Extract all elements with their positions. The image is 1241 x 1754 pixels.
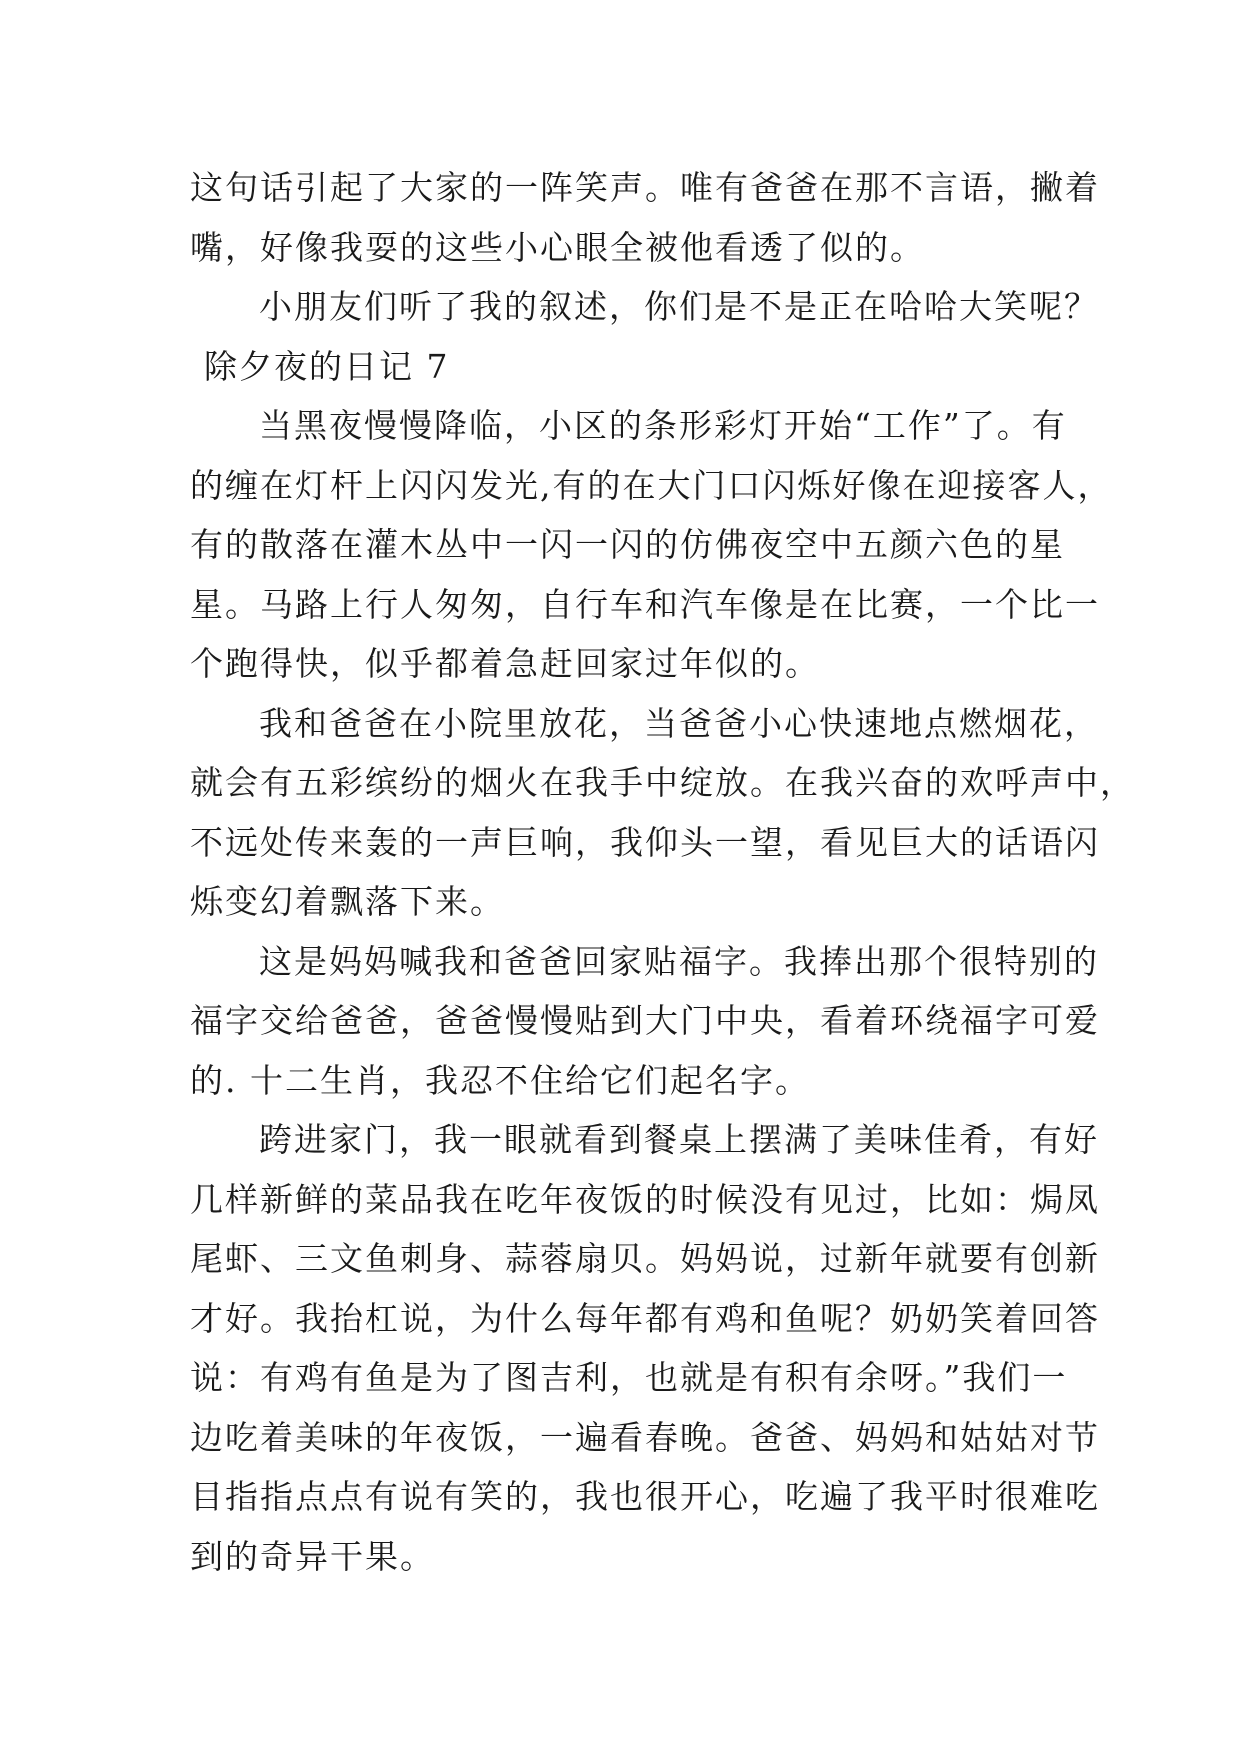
text-line: 边吃着美味的年夜饭，一遍看春晚。爸爸、妈妈和姑姑对节: [190, 1417, 1100, 1457]
text-line: 有的散落在灌木丛中一闪一闪的仿佛夜空中五颜六色的星: [190, 525, 1065, 564]
text-line: 才好。我抬杠说，为什么每年都有鸡和鱼呢？奶奶笑着回答: [190, 1298, 1100, 1338]
paragraph-first-line: 小朋友们听了我的叙述，你们是不是正在哈哈大笑呢？: [259, 287, 1099, 326]
text-line: 几样新鲜的菜品我在吃年夜饭的时候没有见过，比如：焗凤: [190, 1179, 1100, 1219]
text-line: 烁变幻着飘落下来。: [190, 882, 505, 921]
paragraph-first-line: 我和爸爸在小院里放花，当爸爸小心快速地点燃烟花，: [259, 703, 1099, 743]
paragraph-first-line: 跨进家门，我一眼就看到餐桌上摆满了美味佳肴，有好: [259, 1120, 1099, 1159]
text-line: 福字交给爸爸，爸爸慢慢贴到大门中央，看着环绕福字可爱: [190, 1001, 1100, 1040]
text-line: 就会有五彩缤纷的烟火在我手中绽放。在我兴奋的欢呼声中，: [190, 763, 1135, 802]
text-line: 不远处传来轰的一声巨响，我仰头一望，看见巨大的话语闪: [190, 822, 1100, 862]
text-line: 尾虾、三文鱼刺身、蒜蓉扇贝。妈妈说，过新年就要有创新: [190, 1239, 1100, 1278]
text-line: 的缠在灯杆上闪闪发光,有的在大门口闪烁好像在迎接客人，: [190, 465, 1113, 505]
text-line: 到的奇异干果。: [190, 1536, 435, 1576]
document-body: [190, 158, 1135, 1586]
text-line: 个跑得快，似乎都着急赶回家过年似的。: [190, 644, 820, 683]
section-title: 除夕夜的日记 7: [204, 346, 450, 386]
text-line: 星。马路上行人匆匆，自行车和汽车像是在比赛，一个比一: [190, 584, 1100, 624]
text-line: 说：有鸡有鱼是为了图吉利，也就是有积有余呀。”我们一: [190, 1358, 1068, 1397]
paragraph-first-line: 当黑夜慢慢降临，小区的条形彩灯开始“工作”了。有: [259, 406, 1067, 445]
paragraph-first-line: 这是妈妈喊我和爸爸回家贴福字。我捧出那个很特别的: [259, 941, 1099, 981]
text-line: 这句话引起了大家的一阵笑声。唯有爸爸在那不言语，撇着: [190, 168, 1100, 207]
text-line: 嘴，好像我耍的这些小心眼全被他看透了似的。: [190, 227, 925, 267]
text-line: 的. 十二生肖，我忍不住给它们起名字。: [190, 1060, 810, 1100]
text-line: 目指指点点有说有笑的，我也很开心，吃遍了我平时很难吃: [190, 1477, 1100, 1516]
